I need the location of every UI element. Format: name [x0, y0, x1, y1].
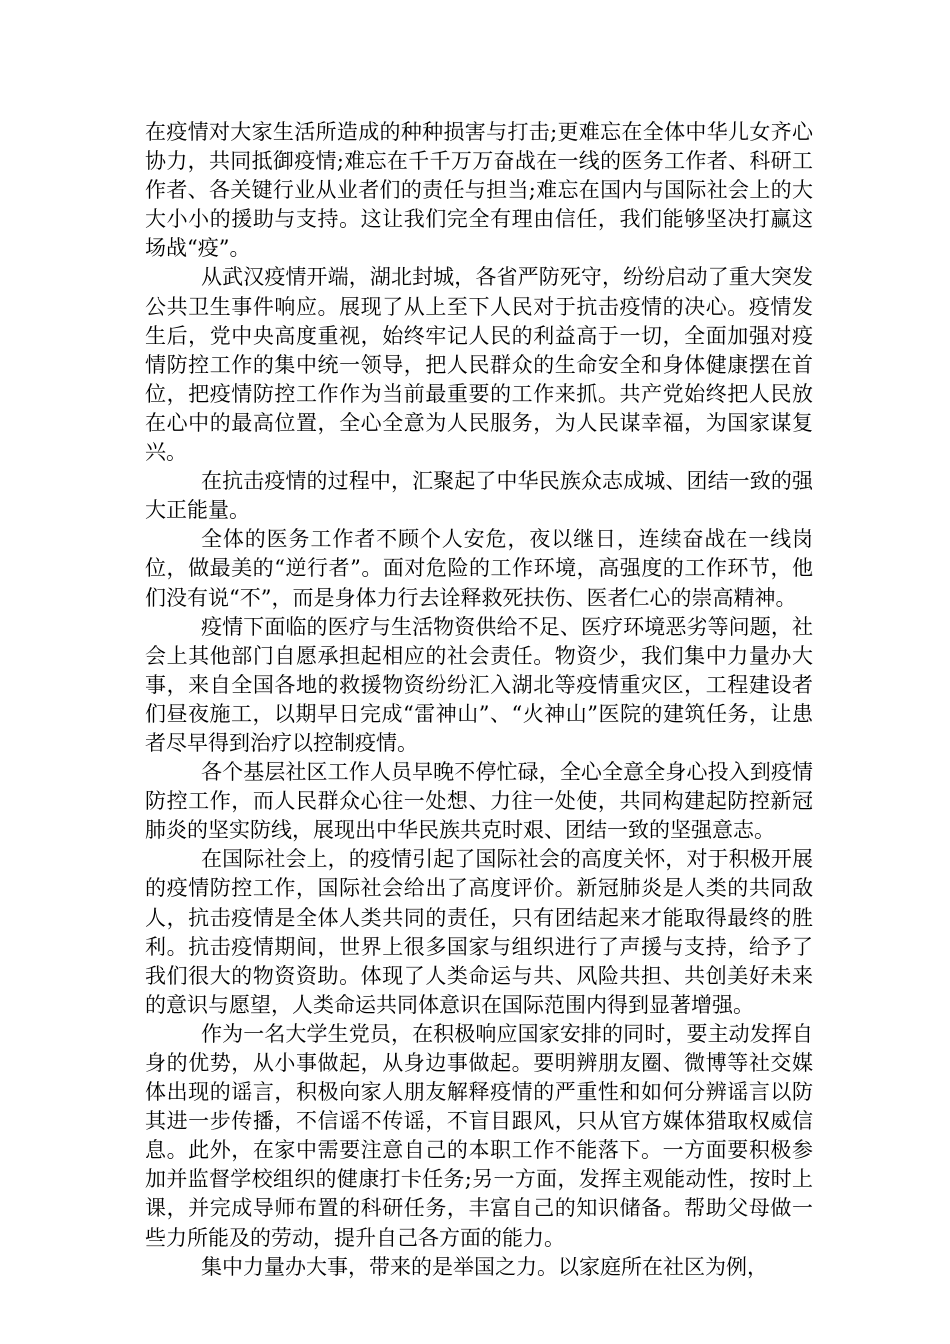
paragraph: 在国际社会上，的疫情引起了国际社会的高度关怀，对于积极开展的疫情防控工作，国际社会给出了高度评价。新冠肺炎是人类的共同敌人，抗击疫情是全体人类共同的责任，只有团结起来才能取得最终的胜利。抗击疫情期间，世界上很多国家与组织进行了声援与支持，给予了我们很大的物资资助。体现了人类命运与共、风险共担、共创美好未来的意识与愿望，人类命运共同体意识在国际范围内得到显著增强。: [145, 847, 813, 1017]
paragraph: 各个基层社区工作人员早晚不停忙碌，全心全意全身心投入到疫情防控工作，而人民群众心往一处想、力往一处使，共同构建起防控新冠肺炎的坚实防线，展现出中华民族共克时艰、团结一致的坚强意志。: [145, 760, 813, 843]
paragraph: 作为一名大学生党员，在积极响应国家安排的同时，要主动发挥自身的优势，从小事做起，从身边事做起。要明辨朋友圈、微博等社交媒体出现的谣言，积极向家人朋友解释疫情的严重性和如何分辨谣言以防其进一步传播，不信谣不传谣，不盲目跟风，只从官方媒体猎取权威信息。此外，在家中需要注意自己的本职工作不能落下。一方面要积极参加并监督学校组织的健康打卡任务;另一方面，发挥主观能动性，按时上课，并完成导师布置的科研任务，丰富自己的知识储备。帮助父母做一些力所能及的劳动，提升自己各方面的能力。: [145, 1021, 813, 1250]
document-page: [145, 118, 813, 1282]
paragraph: 从武汉疫情开端，湖北封城，各省严防死守，纷纷启动了重大突发公共卫生事件响应。展现了从上至下人民对于抗击疫情的决心。疫情发生后，党中央高度重视，始终牢记人民的利益高于一切，全面加强对疫情防控工作的集中统一领导，把人民群众的生命安全和身体健康摆在首位，把疫情防控工作作为当前最重要的工作来抓。共产党始终把人民放在心中的最高位置，全心全意为人民服务，为人民谋幸福，为国家谋复兴。: [145, 265, 813, 465]
paragraph: 在抗击疫情的过程中，汇聚起了中华民族众志成城、团结一致的强大正能量。: [145, 469, 813, 523]
paragraph: 集中力量办大事，带来的是举国之力。以家庭所在社区为例，: [201, 1254, 768, 1279]
paragraph: 疫情下面临的医疗与生活物资供给不足、医疗环境恶劣等问题，社会上其他部门自愿承担起相应的社会责任。物资少，我们集中力量办大事，来自全国各地的救援物资纷纷汇入湖北等疫情重灾区，工程建设者们昼夜施工，以期早日完成“雷神山”、“火神山”医院的建筑任务，让患者尽早得到治疗以控制疫情。: [145, 614, 813, 755]
paragraph: 在疫情对大家生活所造成的种种损害与打击;更难忘在全体中华儿女齐心协力，共同抵御疫情;难忘在千千万万奋战在一线的医务工作者、科研工作者、各关键行业从业者们的责任与担当;难忘在国内与国际社会上的大大小小的援助与支持。这让我们完全有理由信任，我们能够坚决打赢这场战“疫”。: [145, 120, 813, 261]
paragraph: 全体的医务工作者不顾个人安危，夜以继日，连续奋战在一线岗位，做最美的“逆行者”。面对危险的工作环境，高强度的工作环节，他们没有说“不”，而是身体力行去诠释救死扶伤、医者仁心的崇高精神。: [145, 527, 813, 610]
